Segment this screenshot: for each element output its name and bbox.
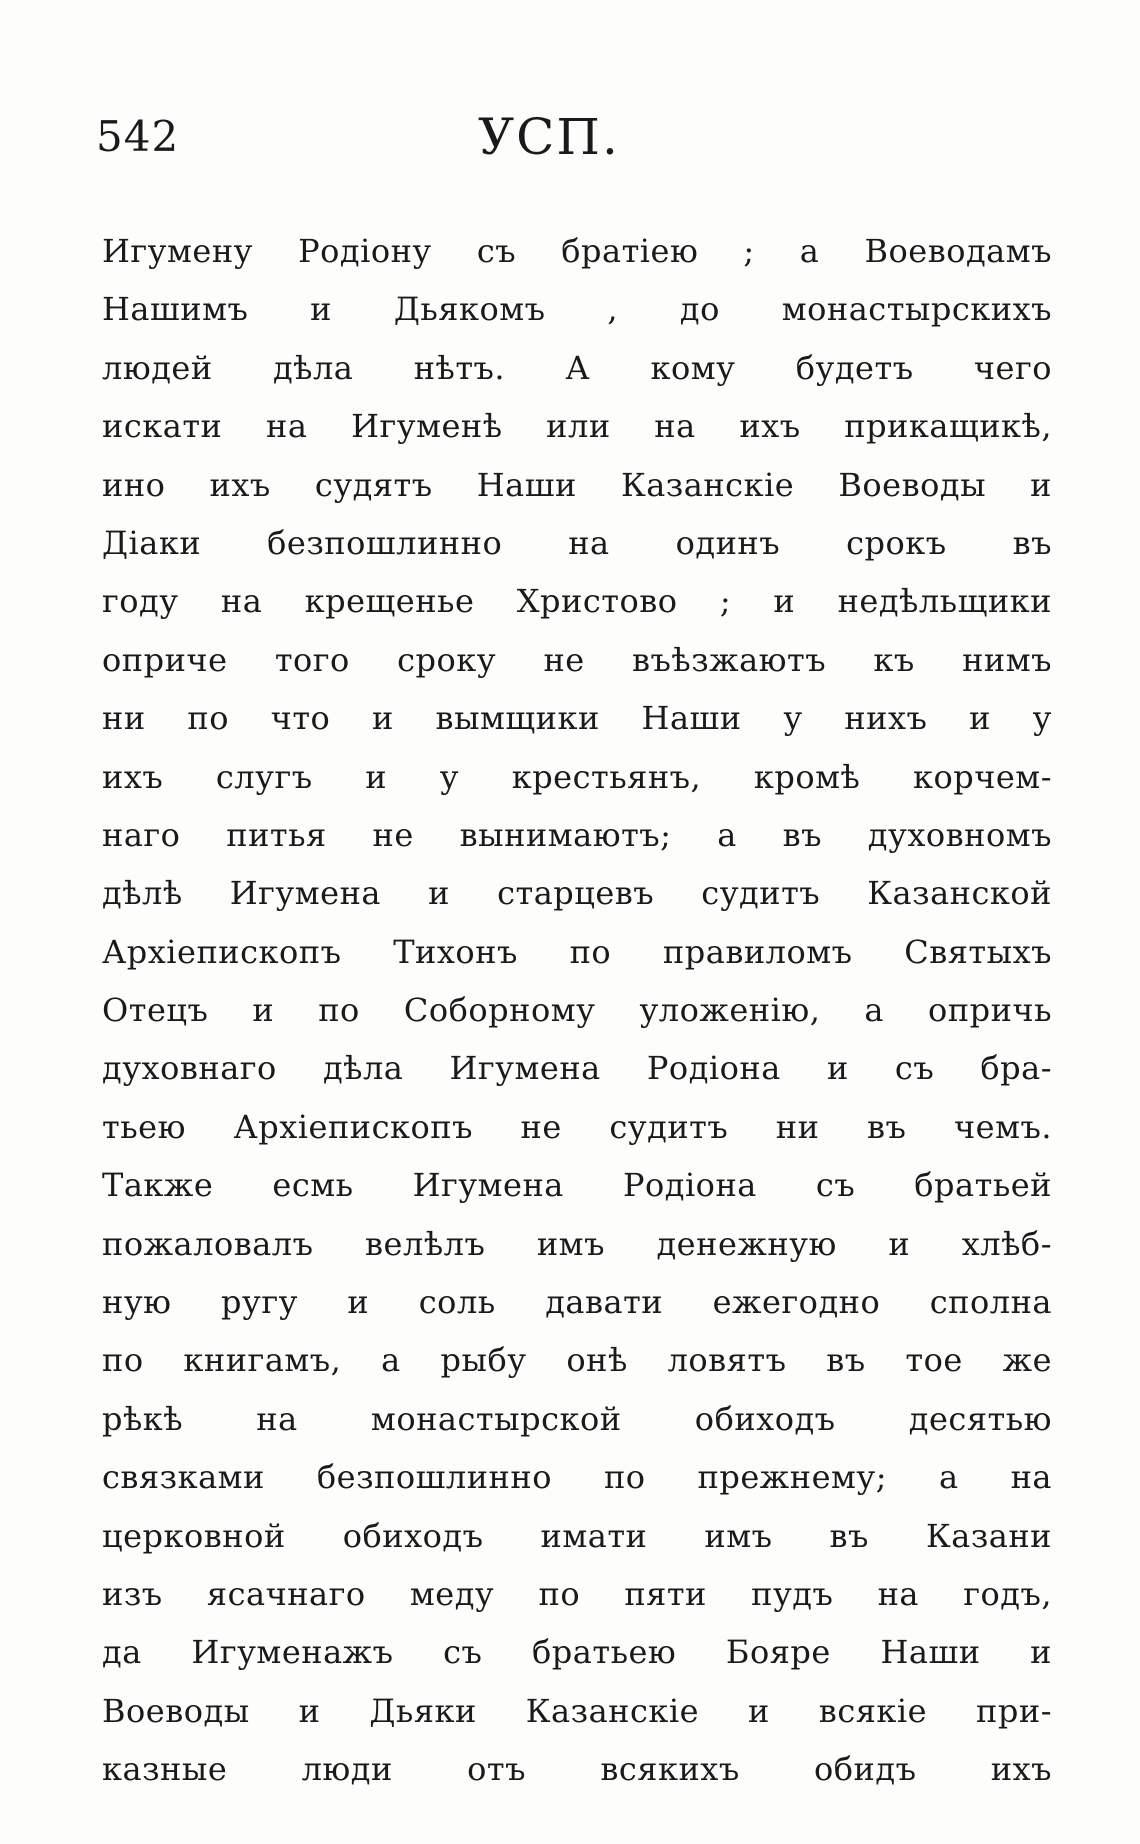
text-line: Діаки безпошлинно на одинъ срокъ въ	[102, 523, 1052, 562]
text-line: связками безпошлинно по прежнему; а на	[102, 1458, 1052, 1497]
text-line: Отецъ и по Соборному уложенію, а опричь	[102, 991, 1052, 1030]
text-line: по книгамъ, а рыбу онѣ ловятъ въ тое же	[102, 1341, 1052, 1380]
text-line: да Игуменажъ съ братьею Бояре Наши и	[102, 1633, 1052, 1672]
text-line: людей дѣла нѣтъ. А кому будетъ чего	[102, 348, 1052, 387]
body-text	[102, 222, 1052, 1799]
running-head: УСП.	[478, 108, 620, 166]
text-line: ни по что и вымщики Наши у нихъ и у	[102, 699, 1052, 738]
text-line: опричe того сроку не въѣзжаютъ къ нимъ	[102, 640, 1052, 679]
page-header	[96, 108, 1046, 172]
text-line: Воеводы и Дьяки Казанскіе и всякіе при-	[102, 1691, 1052, 1730]
text-line: наго питья не вынимаютъ; а въ духовномъ	[102, 815, 1052, 854]
text-line: ихъ слугъ и у крестьянъ, кромѣ корчем-	[102, 757, 1052, 796]
text-line: дѣлѣ Игумена и старцевъ судитъ Казанской	[102, 874, 1052, 913]
text-line: ную ругу и соль давати ежегодно сполна	[102, 1283, 1052, 1322]
text-line: Нашимъ и Дьякомъ , до монастырскихъ	[102, 290, 1052, 329]
text-line: казные люди отъ всякихъ обидъ ихъ	[102, 1750, 1052, 1789]
text-line: рѣкѣ на монастырской обиходъ десятью	[102, 1399, 1052, 1438]
text-line: Игумену Родіону съ братіею ; а Воеводамъ	[102, 232, 1052, 270]
text-line: изъ ясачнаго меду по пяти пудъ на годъ,	[102, 1574, 1052, 1613]
page-number: 542	[96, 112, 180, 161]
text-line: церковной обиходъ имати имъ въ Казани	[102, 1516, 1052, 1555]
text-line: Архіепископъ Тихонъ по правиломъ Святыхъ	[102, 932, 1052, 971]
text-line: году на крещенье Христово ; и недѣльщики	[102, 582, 1052, 621]
text-line: искати на Игуменѣ или на ихъ прикащикѣ,	[102, 407, 1052, 446]
text-line: Также есмь Игумена Родіона съ братьей	[102, 1166, 1052, 1205]
text-line: духовнаго дѣла Игумена Родіона и съ бра-	[102, 1049, 1052, 1088]
text-line: тьею Архіепископъ не судитъ ни въ чемъ.	[102, 1107, 1052, 1146]
text-line: пожаловалъ велѣлъ имъ денежную и хлѣб-	[102, 1224, 1052, 1263]
text-line: ино ихъ судятъ Наши Казанскіе Воеводы и	[102, 465, 1052, 504]
